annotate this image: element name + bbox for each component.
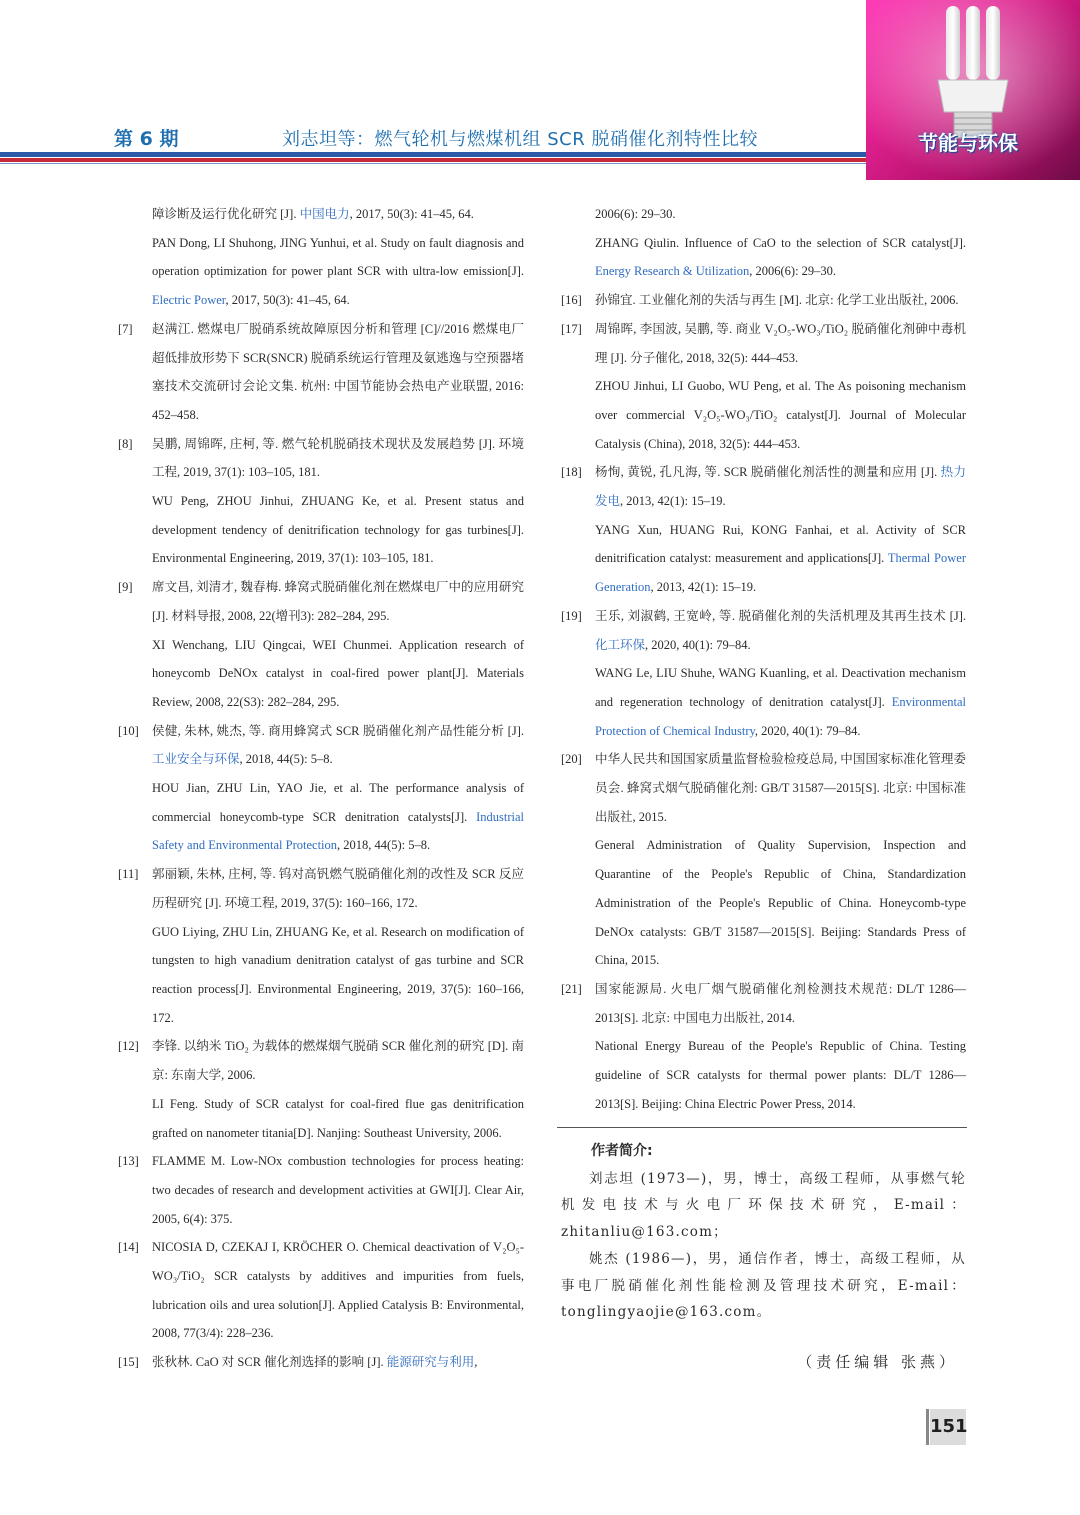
journal-link[interactable]: 化工环保 — [595, 637, 646, 652]
reference-text — [152, 315, 524, 430]
bio-heading: 作者简介: — [591, 1142, 653, 1159]
author-bio-2: 姚杰 (1986—)，男，通信作者，博士，高级工程师，从事电厂脱硝催化剂性能检测及管理技术研究，E-mail：tonglingyaojie@163.com。 — [561, 1250, 966, 1321]
reference-number: [18] — [561, 465, 582, 480]
reference-text-part: 国家能源局. 火电厂烟气脱硝催化剂检测技术规范: DL/T 1286—2013[S]. 北京: 中国电力出版社, 2014. — [595, 981, 966, 1025]
reference-text-part: 孙锦宜. 工业催化剂的失活与再生 [M]. 北京: 化学工业出版社, 2006. — [595, 293, 959, 308]
references-right-list — [561, 200, 966, 1119]
reference-text-part: 郭丽颖, 朱林, 庄柯, 等. 钨对高钒燃气脱硝催化剂的改性及 SCR 反应历程研究 [J]. 环境工程, 2019, 37(5): 160–166, 172. — [152, 867, 524, 910]
reference-number: [17] — [561, 321, 582, 336]
issue-number: 第 6 期 — [114, 128, 179, 150]
author-bio-1: 刘志坦 (1973—)，男，博士，高级工程师，从事燃气轮机发电技术与火电厂环保技术研究，E-mail：zhitanliu@163.com； — [561, 1170, 966, 1241]
reference-text — [152, 200, 524, 229]
reference-text — [152, 717, 524, 774]
reference-text-part: 吴鹏, 周锦晖, 庄柯, 等. 燃气轮机脱硝技术现状及发展趋势 [J]. 环境工程, 2019, 37(1): 103–105, 181. — [152, 436, 524, 480]
reference-text — [152, 1348, 524, 1377]
reference-entry — [561, 286, 966, 315]
journal-link[interactable]: Energy Research & Utilization — [595, 264, 750, 279]
reference-text-part: 张秋林. CaO 对 SCR 催化剂选择的影响 [J]. — [152, 1355, 387, 1370]
reference-text-part: 侯健, 朱林, 姚杰, 等. 商用蜂窝式 SCR 脱硝催化剂产品性能分析 [J]. — [152, 723, 524, 738]
reference-text — [595, 286, 966, 315]
header-rule-thin — [0, 163, 866, 164]
reference-text-part: 2006(6): 29–30. — [595, 207, 676, 221]
reference-text — [595, 602, 966, 659]
reference-text — [595, 745, 966, 831]
reference-text-part: HOU Jian, ZHU Lin, YAO Jie, et al. The performance analysis of commercial honeycomb-type SCR denitration catalysts[J]. — [152, 781, 524, 824]
reference-number: [20] — [561, 752, 582, 767]
reference-text-part: National Energy Bureau of the People's Republic of China. Testing guideline of SCR catalysts for thermal power plants: DL/T 1286—2013[S]. Beijing: China Electric Power Press, 2014. — [595, 1039, 966, 1111]
reference-number: [11] — [118, 867, 139, 882]
reference-number: [16] — [561, 293, 582, 308]
page-number: 151 — [930, 1409, 966, 1445]
reference-text — [595, 458, 966, 515]
reference-number: [15] — [118, 1355, 139, 1370]
reference-text — [152, 573, 524, 630]
reference-entry — [118, 573, 524, 717]
reference-text-part: , — [474, 1355, 478, 1370]
reference-text-part: WU Peng, ZHOU Jinhui, ZHUANG Ke, et al. Present status and development tendency of denitrification technology for gas turbines[J]. Environmental Engineering, 2019, 37(1): 103–105, 181. — [152, 494, 524, 566]
reference-text-part: , 2006(6): 29–30. — [749, 264, 837, 279]
header-rule-blue — [0, 152, 866, 157]
reference-text — [152, 631, 524, 717]
reference-text — [152, 487, 524, 573]
reference-text-part: ZHOU Jinhui, LI Guobo, WU Peng, et al. The As poisoning mechanism over commercial V₂O₅-WO₃/TiO₂ catalyst[J]. Journal of Molecular Catalysis (China), 2018, 32(5): 444–453. — [595, 379, 966, 451]
reference-text — [152, 1032, 524, 1089]
reference-text-part: 李锋. 以纳米 TiO₂ 为载体的燃煤烟气脱硝 SCR 催化剂的研究 [D]. 南京: 东南大学, 2006. — [152, 1039, 524, 1083]
reference-text-part: 赵满江. 燃煤电厂脱硝系统故障原因分析和管理 [C]//2016 燃煤电厂超低排放形势下 SCR(SNCR) 脱硝系统运行管理及氨逃逸与空预器堵塞技术交流研讨会论文集. 杭州: 中国节能协会热电产业联盟, 2016: 452–458. — [152, 321, 524, 422]
reference-text-part: FLAMME M. Low-NOx combustion technologies for process heating: two decades of research and development activities at GWI[J]. Clear Air, 2005, 6(4): 375. — [152, 1154, 524, 1226]
reference-entry — [118, 1147, 524, 1233]
reference-number: [9] — [118, 580, 133, 595]
reference-entry — [561, 602, 966, 746]
journal-link[interactable]: 中国电力 — [299, 207, 350, 221]
reference-text-part: , 2020, 40(1): 79–84. — [645, 637, 751, 652]
reference-text-part: NICOSIA D, CZEKAJ I, KRÖCHER O. Chemical deactivation of V₂O₅-WO₃/TiO₂ SCR catalysts by additives and impurities from fuels, lubrication oils and urea solution[J]. Applied Catalysis B: Environmental, 2008, 77(3/4): 228–236. — [152, 1240, 524, 1341]
journal-link[interactable]: 热力发电 — [595, 465, 966, 509]
references-left-column — [118, 200, 524, 1377]
journal-link[interactable]: 能源研究与利用 — [386, 1355, 475, 1370]
reference-entry — [561, 745, 966, 975]
reference-text — [152, 918, 524, 1033]
reference-text — [152, 229, 524, 315]
reference-text-part: , 2013, 42(1): 15–19. — [620, 494, 726, 509]
reference-text-part: , 2018, 44(5): 5–8. — [239, 752, 333, 767]
reference-text-part: 王乐, 刘淑鹤, 王宽岭, 等. 脱硝催化剂的失活机理及其再生技术 [J]. — [595, 608, 966, 623]
references-right-column — [561, 200, 966, 1377]
reference-text — [595, 831, 966, 975]
reference-text-part: 席文昌, 刘清才, 魏春梅. 蜂窝式脱硝催化剂在燃煤电厂中的应用研究 [J]. 材料导报, 2008, 22(增刊3): 282–284, 295. — [152, 580, 524, 623]
reference-number: [10] — [118, 723, 139, 738]
reference-text — [595, 516, 966, 602]
reference-number: [19] — [561, 608, 582, 623]
reference-text-part: General Administration of Quality Supervision, Inspection and Quarantine of the People's Republic of China, Standardization Administration of the People's Republic of China. Honeycomb-type DeNOx catalysts: GB/T 31587—2015[S]. Beijing: Standards Press of China, 2015. — [595, 838, 966, 968]
reference-entry — [118, 1032, 524, 1147]
reference-text-part: XI Wenchang, LIU Qingcai, WEI Chunmei. Application research of honeycomb DeNOx catalyst in coal-fired power plant[J]. Materials Review, 2008, 22(S3): 282–284, 295. — [152, 637, 524, 709]
reference-text-part: , 2018, 44(5): 5–8. — [337, 838, 431, 853]
reference-entry — [118, 860, 524, 1032]
reference-text-part: ZHANG Qiulin. Influence of CaO to the selection of SCR catalyst[J]. — [595, 235, 966, 250]
reference-entry — [118, 430, 524, 574]
reference-text-part: 障诊断及运行优化研究 [J]. — [152, 207, 300, 221]
reference-text-part: WANG Le, LIU Shuhe, WANG Kuanling, et al. Deactivation mechanism and regeneration technology of denitration catalyst[J]. — [595, 666, 966, 709]
reference-text — [595, 200, 966, 229]
reference-text — [152, 860, 524, 917]
reference-number: [12] — [118, 1039, 139, 1054]
reference-number: [14] — [118, 1240, 139, 1255]
reference-text-part: 周锦晖, 李国波, 吴鹏, 等. 商业 V₂O₅-WO₃/TiO₂ 脱硝催化剂砷中毒机理 [J]. 分子催化, 2018, 32(5): 444–453. — [595, 321, 966, 365]
reference-continuation — [561, 200, 966, 286]
responsible-editor: （责任编辑 张燕） — [797, 1353, 958, 1372]
header-rule-red — [0, 158, 866, 162]
reference-entry — [561, 315, 966, 459]
reference-text — [152, 774, 524, 860]
running-title: 刘志坦等：燃气轮机与燃煤机组 SCR 脱硝催化剂特性比较 — [282, 129, 758, 150]
reference-text — [595, 659, 966, 745]
journal-link[interactable]: Thermal Power Generation — [595, 551, 967, 595]
journal-link[interactable]: 工业安全与环保 — [152, 752, 240, 767]
page-header — [0, 0, 1080, 180]
reference-text-part: , 2013, 42(1): 15–19. — [650, 580, 757, 595]
reference-text — [595, 229, 966, 286]
page-number-bar — [926, 1409, 929, 1445]
reference-text-part: LI Feng. Study of SCR catalyst for coal-fired flue gas denitrification grafted on nanometer titania[D]. Nanjing: Southeast University, 2006. — [152, 1096, 524, 1140]
reference-entry — [118, 1233, 524, 1348]
reference-entry — [561, 458, 966, 602]
reference-number: [21] — [561, 981, 582, 996]
reference-text-part: 杨恂, 黄锐, 孔凡海, 等. SCR 脱硝催化剂活性的测量和应用 [J]. — [595, 465, 941, 480]
reference-text — [152, 430, 524, 487]
reference-text-part: , 2020, 40(1): 79–84. — [754, 723, 861, 738]
reference-text-part: PAN Dong, LI Shuhong, JING Yunhui, et al. Study on fault diagnosis and operation optimization for power plant SCR with ultra-low emission[J]. — [152, 235, 524, 279]
reference-text-part: GUO Liying, ZHU Lin, ZHUANG Ke, et al. Research on modification of tungsten to high vanadium denitration catalyst of gas turbine and SCR reaction process[J]. Environmental Engineering, 2019, 37(5): 160–166, 172. — [152, 924, 524, 1025]
reference-text-part: YANG Xun, HUANG Rui, KONG Fanhai, et al. Activity of SCR denitrification catalyst: measurement and applications[J]. — [595, 522, 966, 566]
reference-text — [595, 975, 966, 1032]
reference-text — [152, 1233, 524, 1348]
bio-separator — [557, 1127, 967, 1128]
reference-continuation — [118, 200, 524, 315]
reference-text — [595, 372, 966, 458]
journal-link[interactable]: Electric Power — [152, 293, 226, 308]
journal-link[interactable]: Environmental Protection of Chemical Industry — [595, 694, 966, 738]
reference-text — [152, 1090, 524, 1147]
reference-entry — [118, 315, 524, 430]
reference-text — [152, 1147, 524, 1233]
reference-text-part: , 2017, 50(3): 41–45, 64. — [349, 207, 474, 221]
reference-number: [7] — [118, 321, 133, 336]
reference-entry — [118, 1348, 524, 1377]
reference-text — [595, 1032, 966, 1118]
reference-number: [13] — [118, 1154, 139, 1169]
reference-number: [8] — [118, 436, 133, 451]
reference-entry — [561, 975, 966, 1119]
reference-text-part: , 2017, 50(3): 41–45, 64. — [225, 293, 350, 308]
reference-text — [595, 315, 966, 372]
section-label: 节能与环保 — [918, 131, 1018, 155]
reference-entry — [118, 717, 524, 861]
journal-link[interactable]: Industrial Safety and Environmental Protection — [152, 809, 524, 853]
reference-text-part: 中华人民共和国国家质量监督检验检疫总局, 中国国家标准化管理委员会. 蜂窝式烟气脱硝催化剂: GB/T 31587—2015[S]. 北京: 中国标准出版社, 2015. — [595, 752, 966, 824]
